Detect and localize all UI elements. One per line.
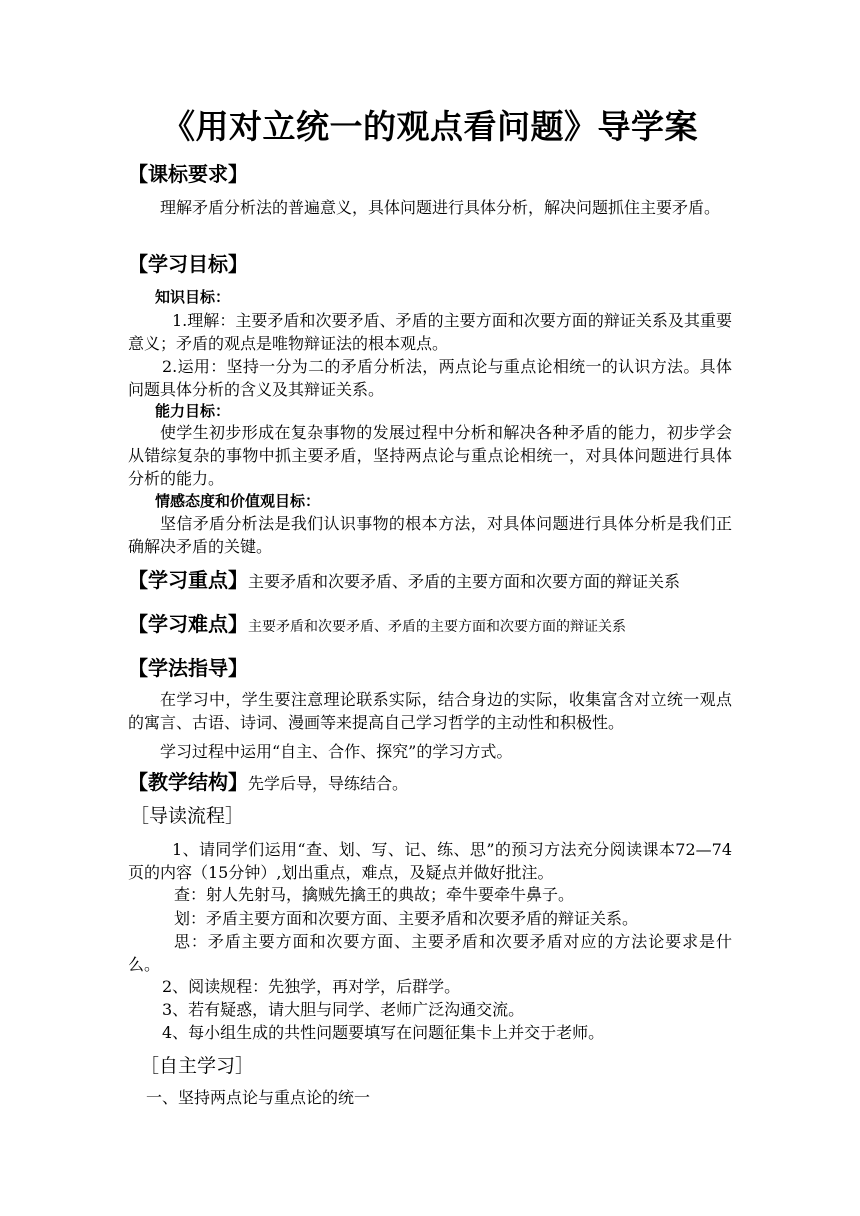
structure-text: 先学后导，导练结合。 — [248, 774, 409, 793]
emotion-objective-label: 情感态度和价值观目标： — [155, 492, 321, 510]
knowledge-objective-1: 1.理解：主要矛盾和次要矛盾、矛盾的主要方面和次要方面的辩证关系及其重要意义；矛盾的观点是唯物辩证法的根本观点。 — [128, 311, 732, 353]
reading-flow-item-2: 2、阅读规程：先独学，再对学，后群学。 — [162, 977, 461, 996]
reading-flow-check: 查：射人先射马，擒贼先擒王的典故；牵牛要牵牛鼻子。 — [174, 885, 575, 904]
ability-objective-label: 能力目标： — [155, 402, 231, 420]
method-text-1: 在学习中，学生要注意理论联系实际，结合身边的实际，收集富含对立统一观点的寓言、古语、诗词、漫画等来提高自己学习哲学的主动性和积极性。 — [128, 690, 732, 732]
key-point-heading: 【学习重点】 — [128, 568, 248, 592]
emotion-objective-text: 坚信矛盾分析法是我们认识事物的根本方法，对具体问题进行具体分析是我们正确解决矛盾的关键。 — [128, 514, 732, 556]
reading-flow-item-4: 4、每小组生成的共性问题要填写在问题征集卡上并交于老师。 — [162, 1023, 605, 1042]
reading-flow-item-1: 1、请同学们运用“查、划、写、记、练、思”的预习方法充分阅读课本72—74页的内容（15分钟）,划出重点，难点，及疑点并做好批注。 — [128, 840, 732, 882]
method-text-2: 学习过程中运用“自主、合作、探究”的学习方式。 — [160, 742, 513, 761]
document-title: 《用对立统一的观点看问题》导学案 — [162, 107, 698, 146]
ability-objective-text: 使学生初步形成在复杂事物的发展过程中分析和解决各种矛盾的能力，初步学会从错综复杂的事物中抓主要矛盾，坚持两点论与重点论相统一，对具体问题进行具体分析的能力。 — [128, 423, 732, 488]
knowledge-objective-label: 知识目标： — [155, 288, 231, 306]
knowledge-objective-2: 2.运用：坚持一分为二的矛盾分析法，两点论与重点论相统一的认识方法。具体问题具体分析的含义及其辩证关系。 — [128, 357, 732, 399]
self-study-item-1: 一、坚持两点论与重点论的统一 — [146, 1088, 371, 1107]
difficulty-heading: 【学习难点】 — [128, 612, 248, 636]
standard-text: 理解矛盾分析法的普遍意义，具体问题进行具体分析，解决问题抓住主要矛盾。 — [160, 198, 721, 217]
key-point-row — [128, 566, 680, 596]
difficulty-row — [128, 610, 626, 641]
key-point-text: 主要矛盾和次要矛盾、矛盾的主要方面和次要方面的辩证关系 — [248, 572, 681, 591]
self-study-heading: ［自主学习］ — [140, 1055, 255, 1077]
reading-flow-heading: ［导读流程］ — [130, 805, 245, 827]
method-heading: 【学法指导】 — [128, 656, 248, 680]
reading-flow-think: 思：矛盾主要方面和次要方面、主要矛盾和次要矛盾对应的方法论要求是什么。 — [128, 932, 732, 974]
difficulty-text: 主要矛盾和次要矛盾、矛盾的主要方面和次要方面的辩证关系 — [248, 619, 626, 635]
reading-flow-item-3: 3、若有疑惑，请大胆与同学、老师广泛沟通交流。 — [162, 1000, 525, 1019]
objectives-heading: 【学习目标】 — [128, 252, 248, 276]
reading-flow-mark: 划：矛盾主要方面和次要方面、主要矛盾和次要矛盾的辩证关系。 — [174, 909, 639, 928]
standard-heading: 【课标要求】 — [128, 162, 248, 186]
structure-row — [128, 768, 408, 798]
structure-heading: 【教学结构】 — [128, 770, 248, 794]
